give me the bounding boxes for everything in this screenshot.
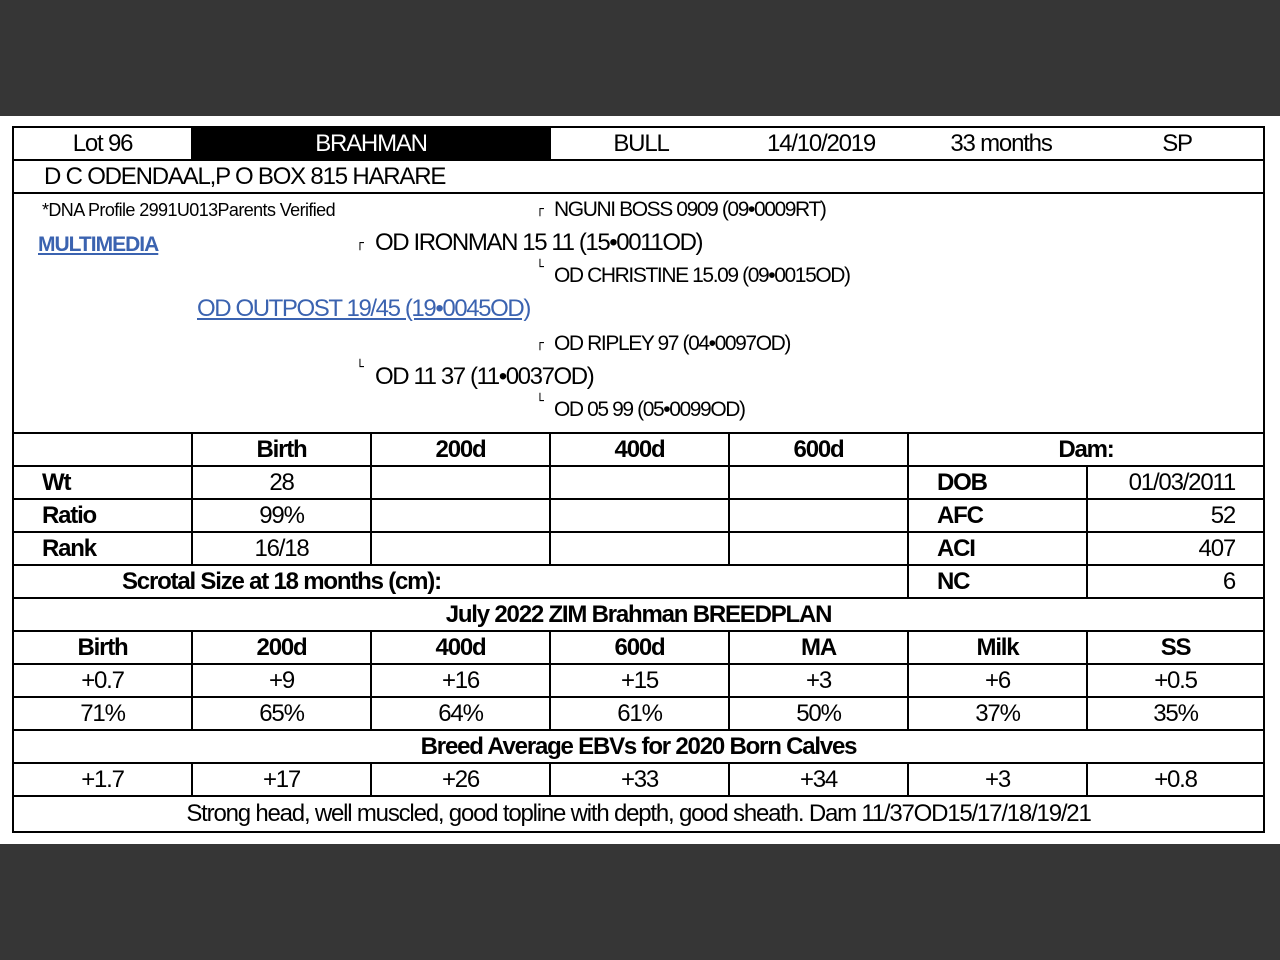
perf-header-400d: 400d: [551, 434, 730, 465]
perf-value: 16/18: [193, 533, 372, 564]
perf-value: [730, 500, 909, 531]
bracket-icon: ┌: [536, 202, 544, 217]
bracket-icon: └: [356, 360, 364, 375]
perf-header-birth: Birth: [193, 434, 372, 465]
breed-average-value: +1.7: [14, 764, 193, 795]
ebv-value: +6: [909, 665, 1088, 696]
perf-row-label: Rank: [14, 533, 193, 564]
perf-value: [372, 533, 551, 564]
breedplan-title-row: [14, 599, 1263, 632]
dam-name: OD 11 37 (11•0037OD): [375, 363, 594, 390]
perf-header-row: [14, 434, 1263, 467]
perf-header-600d: 600d: [730, 434, 909, 465]
animal-pedigree-link[interactable]: OD OUTPOST 19/45 (19•0045OD): [197, 295, 530, 322]
perf-value: [730, 533, 909, 564]
breed-average-value: +26: [372, 764, 551, 795]
perf-row-label: Ratio: [14, 500, 193, 531]
dam-aci-value: 407: [1198, 534, 1235, 562]
ebv-value: +16: [372, 665, 551, 696]
breedplan-title: July 2022 ZIM Brahman BREEDPLAN: [445, 600, 832, 628]
bracket-icon: └: [536, 394, 544, 409]
scrotal-size-label: Scrotal Size at 18 months (cm):: [14, 566, 909, 597]
breed-average-title-row: [14, 731, 1263, 764]
breed-average-value: +0.8: [1154, 765, 1197, 793]
perf-value: 99%: [193, 500, 372, 531]
ebv-value: +9: [193, 665, 372, 696]
breed-average-value: +34: [730, 764, 909, 795]
dam-dob-label: DOB: [909, 467, 1088, 498]
ebv-accuracy-row: [14, 698, 1263, 731]
bracket-icon: └: [536, 260, 544, 275]
perf-value: 28: [193, 467, 372, 498]
dam-afc-label: AFC: [909, 500, 1088, 531]
status-code: SP: [1162, 129, 1192, 157]
dam-sire-name: OD RIPLEY 97 (04•0097OD): [554, 332, 790, 355]
ebv-values-row: [14, 665, 1263, 698]
scrotal-row: [14, 566, 1263, 599]
date-of-birth: 14/10/2019: [766, 129, 876, 157]
ebv-header: SS: [1160, 633, 1191, 661]
bracket-icon: ┌: [536, 336, 544, 351]
perf-row-ratio: [14, 500, 1263, 533]
age-label: 33 months: [950, 129, 1052, 157]
perf-corner-cell: [14, 434, 193, 465]
dam-dam-name: OD 05 99 (05•0099OD): [554, 398, 745, 421]
perf-value: [551, 533, 730, 564]
ebv-value: +15: [551, 665, 730, 696]
ebv-header: MA: [730, 632, 909, 663]
breed-average-value: +17: [193, 764, 372, 795]
perf-value: [372, 467, 551, 498]
perf-header-200d: 200d: [372, 434, 551, 465]
bracket-icon: ┌: [356, 236, 364, 251]
ebv-value: +0.7: [14, 665, 193, 696]
ebv-accuracy: 61%: [551, 698, 730, 729]
sire-dam-name: OD CHRISTINE 15.09 (09•0015OD): [554, 264, 850, 287]
lot-number: Lot 96: [14, 128, 193, 159]
dam-afc-value: 52: [1210, 501, 1235, 529]
lot-header-row: [14, 128, 1263, 161]
perf-row-wt: [14, 467, 1263, 500]
ebv-header: 600d: [551, 632, 730, 663]
owner-address: D C ODENDAAL,P O BOX 815 HARARE: [44, 162, 446, 190]
ebv-header-row: [14, 632, 1263, 665]
dam-title: Dam:: [1058, 435, 1114, 463]
breed-average-value: +3: [909, 764, 1088, 795]
comment-row: [14, 797, 1263, 831]
perf-row-rank: [14, 533, 1263, 566]
dam-nc-value: 6: [1222, 567, 1235, 595]
lot-card-sheet: [0, 116, 1280, 844]
breed-average-title: Breed Average EBVs for 2020 Born Calves: [420, 732, 857, 760]
ebv-header: Birth: [14, 632, 193, 663]
dam-dob-value: 01/03/2011: [1128, 468, 1235, 496]
ebv-header: 200d: [193, 632, 372, 663]
lot-card: [12, 126, 1265, 833]
owner-row: [14, 161, 1263, 194]
ebv-accuracy: 35%: [1153, 699, 1198, 727]
ebv-header: 400d: [372, 632, 551, 663]
perf-value: [730, 467, 909, 498]
ebv-accuracy: 50%: [730, 698, 909, 729]
ebv-value: +0.5: [1154, 666, 1197, 694]
ebv-accuracy: 65%: [193, 698, 372, 729]
breed-average-row: [14, 764, 1263, 797]
perf-row-label: Wt: [14, 467, 193, 498]
sire-sire-name: NGUNI BOSS 0909 (09•0009RT): [554, 198, 826, 221]
sire-name: OD IRONMAN 15 11 (15•0011OD): [375, 229, 703, 256]
ebv-accuracy: 71%: [14, 698, 193, 729]
breed-label: BRAHMAN: [193, 128, 551, 159]
sex-label: BULL: [613, 129, 669, 157]
pedigree-block: [14, 194, 1263, 434]
dna-profile-text: *DNA Profile 2991U013Parents Verified: [42, 200, 335, 220]
ebv-header: Milk: [909, 632, 1088, 663]
dam-nc-label: NC: [909, 566, 1088, 597]
comment-text: Strong head, well muscled, good topline with depth, good sheath. Dam 11/37OD15/17/18/19/21: [186, 800, 1091, 827]
dam-aci-label: ACI: [909, 533, 1088, 564]
ebv-accuracy: 64%: [372, 698, 551, 729]
breed-average-value: +33: [551, 764, 730, 795]
perf-value: [551, 467, 730, 498]
perf-value: [551, 500, 730, 531]
perf-value: [372, 500, 551, 531]
ebv-accuracy: 37%: [909, 698, 1088, 729]
multimedia-link[interactable]: MULTIMEDIA: [38, 233, 159, 256]
ebv-value: +3: [730, 665, 909, 696]
